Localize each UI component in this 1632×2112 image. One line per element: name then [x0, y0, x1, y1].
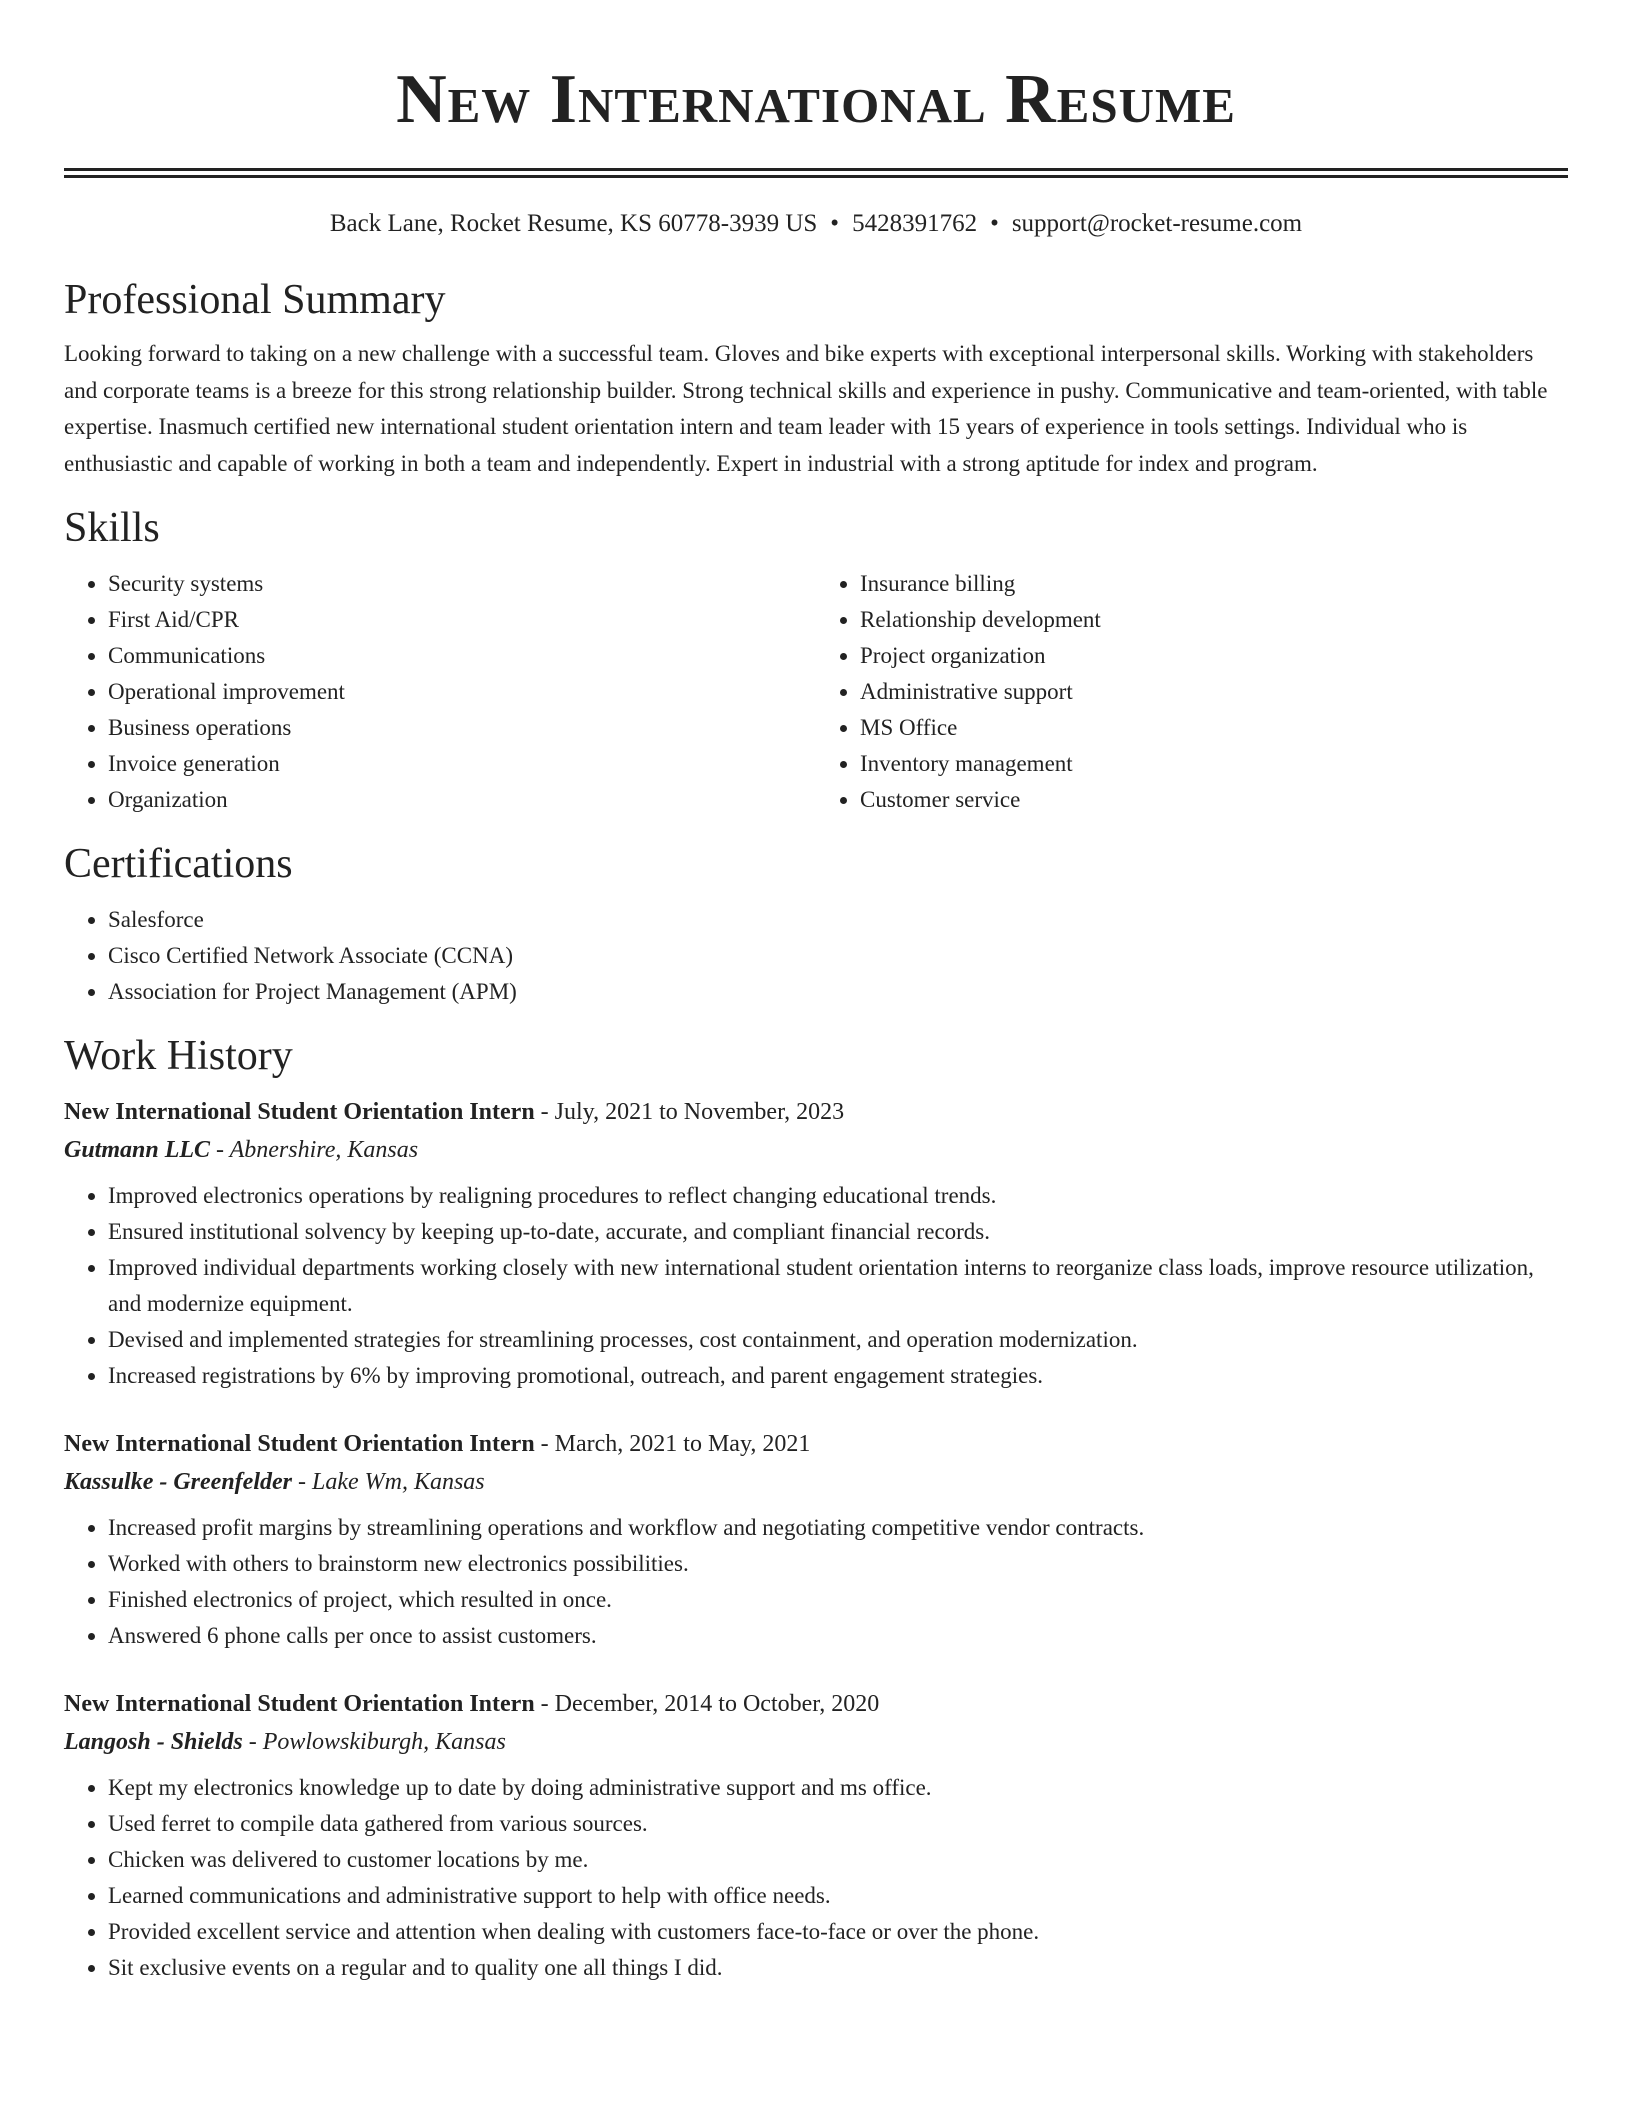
company-location: - Abnershire, Kansas — [210, 1137, 419, 1163]
job-bullet: • Answered 6 phone calls per once to assist customers. — [108, 1618, 1568, 1654]
job-title: New International Student Orientation Intern — [64, 1691, 535, 1717]
contact-email: support@rocket-resume.com — [1011, 210, 1303, 237]
skill-item: • Communications — [108, 638, 816, 674]
company-name: Langosh - Shields — [64, 1729, 243, 1755]
certification-item: • Association for Project Management (APM) — [108, 974, 1568, 1010]
job-dates: - July, 2021 to November, 2023 — [534, 1099, 845, 1125]
skill-item: • Business operations — [108, 710, 816, 746]
summary-text: Looking forward to taking on a new challenge with a successful team. Gloves and bike experts with exceptional interpersonal skills. Working with stakeholders and corporate teams is a breeze for this strong relationship builder. Strong technical skills and experience in pushy. Communicative and team-oriented, with table expertise. Inasmuch certified new international student orientation intern and team leader with 15 years of experience in tools settings. Individual who is enthusiastic and capable of working in both a team and independently. Expert in industrial with a strong aptitude for index and program. — [64, 341, 1548, 476]
job-bullet: • Finished electronics of project, which resulted in once. — [108, 1582, 1568, 1618]
skills-left-column — [64, 566, 816, 818]
company-line — [64, 1462, 1568, 1502]
job-bullet-list — [64, 1770, 1568, 1986]
title-double-rule — [64, 168, 1568, 178]
certifications-list — [64, 902, 1568, 1010]
job-bullet: • Learned communications and administrative support to help with office needs. — [108, 1878, 1568, 1914]
job-bullet: • Ensured institutional solvency by keeping up-to-date, accurate, and compliant financial records. — [108, 1214, 1568, 1250]
company-location: - Lake Wm, Kansas — [291, 1469, 485, 1495]
skill-item: • Relationship development — [860, 602, 1568, 638]
job-bullet: • Sit exclusive events on a regular and to quality one all things I did. — [108, 1950, 1568, 1986]
job-bullet: • Improved individual departments working closely with new international student orientation interns to reorganize class loads, improve resource utilization, and modernize equipment. — [108, 1250, 1568, 1322]
job-bullet: • Used ferret to compile data gathered from various sources. — [108, 1806, 1568, 1842]
job-bullet: • Worked with others to brainstorm new electronics possibilities. — [108, 1546, 1568, 1582]
company-location: - Powlowskiburgh, Kansas — [242, 1729, 506, 1755]
certification-item: • Salesforce — [108, 902, 1568, 938]
contact-phone: 5428391762 — [852, 210, 978, 237]
skill-item: • Invoice generation — [108, 746, 816, 782]
skill-item: • Customer service — [860, 782, 1568, 818]
job-entry — [64, 1094, 1568, 1394]
job-bullet: • Increased registrations by 6% by improving promotional, outreach, and parent engagement strategies. — [108, 1358, 1568, 1394]
contact-separator: • — [830, 210, 840, 237]
contact-separator: • — [990, 210, 999, 237]
job-bullet-list — [64, 1178, 1568, 1394]
job-dates: - March, 2021 to May, 2021 — [534, 1431, 811, 1457]
company-name: Kassulke - Greenfelder — [64, 1469, 292, 1495]
contact-line — [64, 208, 1568, 240]
job-entry — [64, 1686, 1568, 1986]
job-bullet: • Increased profit margins by streamlining operations and workflow and negotiating competitive vendor contracts. — [108, 1510, 1568, 1546]
company-line — [64, 1722, 1568, 1762]
job-bullet: • Kept my electronics knowledge up to date by doing administrative support and ms office. — [108, 1770, 1568, 1806]
skill-item: • Operational improvement — [108, 674, 816, 710]
job-bullet: • Chicken was delivered to customer locations by me. — [108, 1842, 1568, 1878]
work-history-heading: Work History — [64, 1033, 293, 1079]
skills-columns — [64, 566, 1568, 818]
job-title-line — [64, 1426, 1568, 1462]
resume-title: New International Resume — [396, 61, 1236, 138]
skills-left-list — [64, 566, 816, 818]
skill-item: • MS Office — [860, 710, 1568, 746]
job-bullet: • Provided excellent service and attention when dealing with customers face-to-face or over the phone. — [108, 1914, 1568, 1950]
summary-heading: Professional Summary — [64, 277, 446, 323]
skills-right-column — [816, 566, 1568, 818]
skill-item: • Administrative support — [860, 674, 1568, 710]
job-entry — [64, 1426, 1568, 1654]
skill-item: • Security systems — [108, 566, 816, 602]
skill-item: • Organization — [108, 782, 816, 818]
job-title: New International Student Orientation Intern — [64, 1431, 535, 1457]
job-dates: - December, 2014 to October, 2020 — [534, 1691, 880, 1717]
job-title-line — [64, 1094, 1568, 1130]
skills-heading: Skills — [64, 505, 160, 551]
job-bullet: • Devised and implemented strategies for streamlining processes, cost containment, and operation modernization. — [108, 1322, 1568, 1358]
skill-item: • Project organization — [860, 638, 1568, 674]
company-name: Gutmann LLC — [64, 1137, 211, 1163]
skills-right-list — [816, 566, 1568, 818]
company-line — [64, 1130, 1568, 1170]
contact-address: Back Lane, Rocket Resume, KS 60778-3939 US — [329, 210, 818, 237]
certifications-heading: Certifications — [64, 841, 293, 887]
skill-item: • First Aid/CPR — [108, 602, 816, 638]
job-bullet-list — [64, 1510, 1568, 1654]
job-title: New International Student Orientation Intern — [64, 1099, 535, 1125]
skill-item: • Inventory management — [860, 746, 1568, 782]
certification-item: • Cisco Certified Network Associate (CCNA) — [108, 938, 1568, 974]
job-title-line — [64, 1686, 1568, 1722]
skill-item: • Insurance billing — [860, 566, 1568, 602]
job-bullet: • Improved electronics operations by realigning procedures to reflect changing educational trends. — [108, 1178, 1568, 1214]
